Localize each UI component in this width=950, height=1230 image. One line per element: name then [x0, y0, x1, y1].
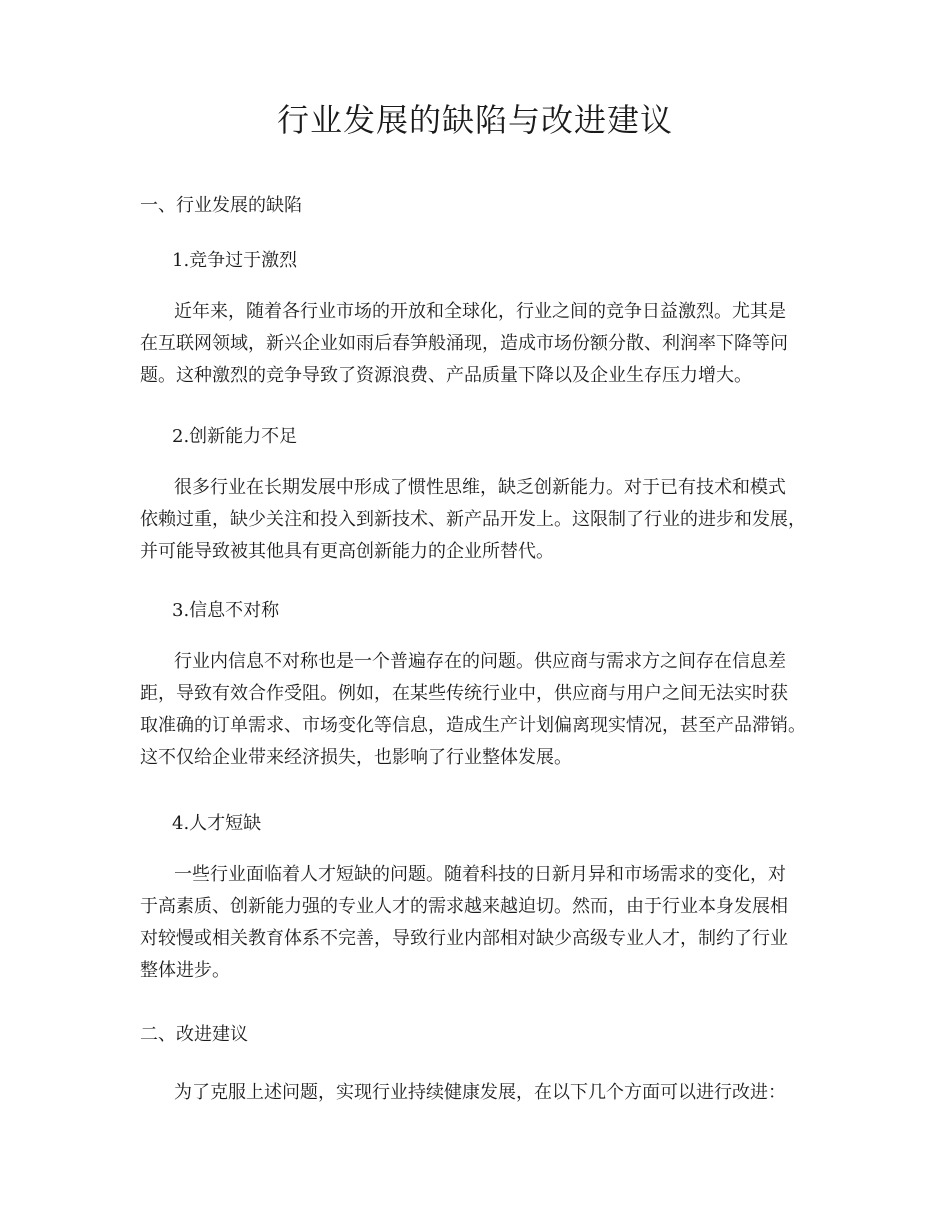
paragraph-line: 取准确的订单需求、市场变化等信息，造成生产计划偏离现实情况，甚至产品滞销。 [140, 715, 806, 736]
paragraph-line: 对较慢或相关教育体系不完善，导致行业内部相对缺少高级专业人才，制约了行业 [140, 928, 788, 949]
document-title: 行业发展的缺陷与改进建议 [276, 101, 673, 139]
section-heading-defects: 一、行业发展的缺陷 [140, 195, 302, 216]
subheading-competition: 1.竞争过于激烈 [172, 250, 298, 271]
paragraph-line: 近年来，随着各行业市场的开放和全球化，行业之间的竞争日益激烈。尤其是 [174, 301, 786, 322]
paragraph-line: 在互联网领域，新兴企业如雨后春笋般涌现，造成市场份额分散、利润率下降等问 [140, 333, 788, 354]
paragraph-talent [140, 859, 820, 987]
paragraph-line: 依赖过重，缺少关注和投入到新技术、新产品开发上。这限制了行业的进步和发展， [140, 509, 806, 530]
section-heading-suggestions: 二、改进建议 [140, 1024, 248, 1045]
paragraph-suggestions-intro [140, 1077, 820, 1109]
subheading-information: 3.信息不对称 [172, 600, 280, 621]
paragraph-line: 为了克服上述问题，实现行业持续健康发展，在以下几个方面可以进行改进： [174, 1082, 786, 1103]
paragraph-line: 距，导致有效合作受阻。例如，在某些传统行业中，供应商与用户之间无法实时获 [140, 683, 788, 704]
paragraph-line: 一些行业面临着人才短缺的问题。随着科技的日新月异和市场需求的变化，对 [174, 864, 786, 885]
paragraph-information [140, 646, 820, 774]
paragraph-line: 这不仅给企业带来经济损失，也影响了行业整体发展。 [140, 747, 572, 768]
paragraph-line: 于高素质、创新能力强的专业人才的需求越来越迫切。然而，由于行业本身发展相 [140, 896, 788, 917]
paragraph-line: 并可能导致被其他具有更高创新能力的企业所替代。 [140, 541, 554, 562]
paragraph-line: 题。这种激烈的竞争导致了资源浪费、产品质量下降以及企业生存压力增大。 [140, 365, 752, 386]
paragraph-line: 行业内信息不对称也是一个普遍存在的问题。供应商与需求方之间存在信息差 [174, 651, 786, 672]
paragraph-innovation [140, 472, 820, 568]
paragraph-line: 很多行业在长期发展中形成了惯性思维，缺乏创新能力。对于已有技术和模式 [174, 477, 786, 498]
paragraph-competition [140, 296, 820, 392]
subheading-talent: 4.人才短缺 [172, 813, 262, 834]
paragraph-line: 整体进步。 [140, 960, 230, 981]
subheading-innovation: 2.创新能力不足 [172, 426, 298, 447]
